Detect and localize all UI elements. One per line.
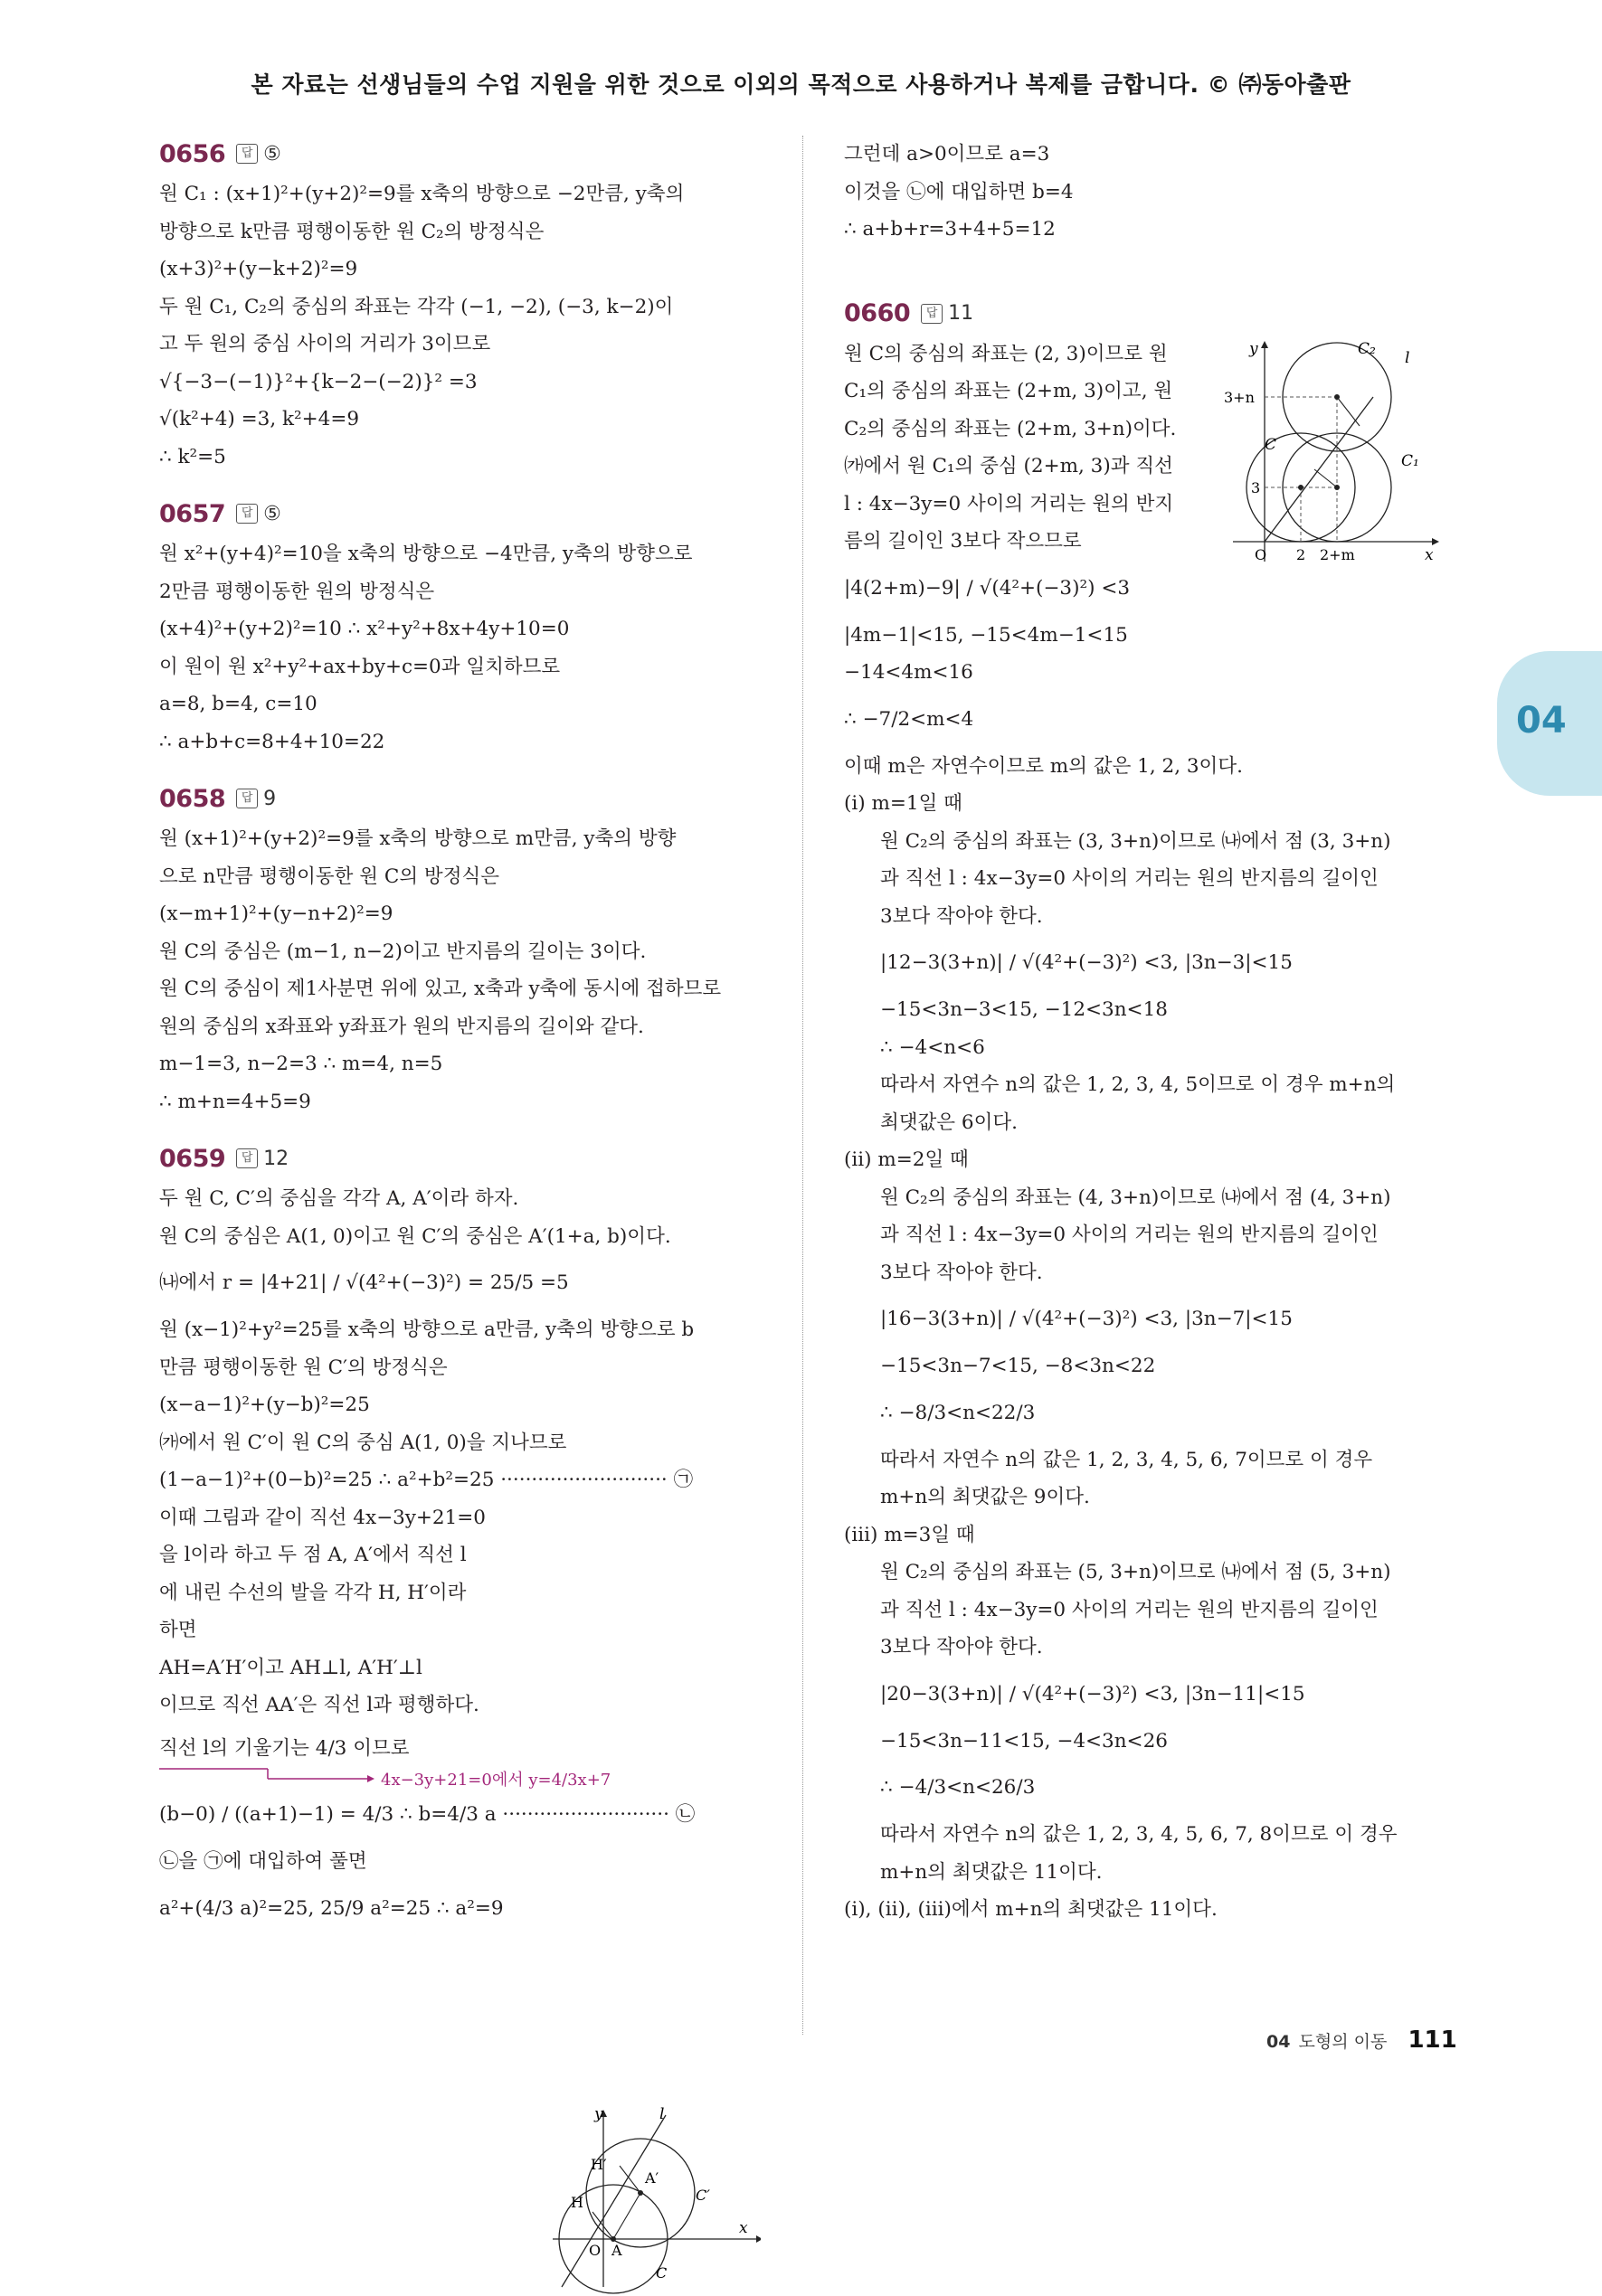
solution-line: ∴ m+n=4+5=9 — [159, 1090, 311, 1113]
solution-line: 원 C의 중심의 좌표는 (2, 3)이므로 원 — [844, 342, 1168, 365]
footer-title: 도형의 이동 — [1298, 2032, 1388, 2052]
solution-line: |20−3(3+n)| / √(4²+(−3)²) <3, |3n−11|<15 — [880, 1682, 1305, 1705]
solution-line: 에 내린 수선의 발을 각각 H, H′이라 — [159, 1581, 467, 1604]
solution-line: (x+3)²+(y−k+2)²=9 — [159, 258, 358, 280]
solution-line: ∴ −8/3<n<22/3 — [880, 1401, 1036, 1424]
slope-line: 직선 l의 기울기는 4/3 이므로 — [159, 1736, 410, 1760]
solution-line: 원 (x−1)²+y²=25를 x축의 방향으로 a만큼, y축의 방향으로 b — [159, 1318, 695, 1341]
line-label-l: l — [659, 2106, 665, 2123]
solution-line: ∴ −7/2<m<4 — [844, 707, 974, 731]
answer-badge: 답 — [236, 789, 258, 808]
solution-line: a²+(4/3 a)²=25, 25/9 a²=25 ∴ a²=9 — [159, 1896, 504, 1920]
answer-value: 11 — [948, 302, 974, 325]
point-label-A-prime: A′ — [645, 2169, 659, 2187]
problem-0656 — [159, 136, 761, 476]
case-heading: (iii) m=3일 때 — [844, 1523, 975, 1546]
solution-line: 이때 m은 자연수이므로 m의 값은 1, 2, 3이다. — [844, 754, 1243, 778]
conclusion: (i), (ii), (iii)에서 m+n의 최댓값은 11이다. — [844, 1898, 1218, 1921]
answer-value: 9 — [263, 787, 277, 810]
point-label-H: H — [571, 2194, 583, 2211]
solution-line: −15<3n−3<15, −12<3n<18 — [880, 998, 1168, 1021]
solution-line: 따라서 자연수 n의 값은 1, 2, 3, 4, 5, 6, 7이므로 이 경우 — [880, 1448, 1373, 1471]
solution-line: 원 C₂의 중심의 좌표는 (3, 3+n)이므로 ㈏에서 점 (3, 3+n) — [880, 829, 1391, 853]
solution-line: −15<3n−7<15, −8<3n<22 — [880, 1355, 1156, 1377]
tick-label-3-plus-n: 3+n — [1224, 388, 1255, 406]
solution-line: 과 직선 l : 4x−3y=0 사이의 거리는 원의 반지름의 길이인 — [880, 867, 1379, 890]
solution-line: 두 원 C₁, C₂의 중심의 좌표는 각각 (−1, −2), (−3, k−2)이 — [159, 295, 674, 318]
slope-annotation — [159, 1767, 761, 1790]
solution-line: ∴ −4/3<n<26/3 — [880, 1776, 1036, 1800]
solution-line: 원 C의 중심은 (m−1, n−2)이고 반지름의 길이는 3이다. — [159, 940, 647, 963]
solution-line: (x+4)²+(y+2)²=10 ∴ x²+y²+8x+4y+10=0 — [159, 618, 570, 640]
axis-label-y: y — [1249, 339, 1258, 358]
case-1 — [844, 785, 1446, 1141]
solution-line: 두 원 C, C′의 중심을 각각 A, A′이라 하자. — [159, 1187, 519, 1210]
line-label-l: l — [1405, 348, 1410, 367]
footer-chapter: 04 — [1266, 2032, 1291, 2052]
distance-inequality: |4(2+m)−9| / √(4²+(−3)²) <3 — [844, 576, 1131, 600]
axis-label-x: x — [1425, 545, 1434, 564]
solution-line: ∴ a+b+c=8+4+10=22 — [159, 730, 385, 753]
right-column — [844, 136, 1446, 1949]
solution-line: 만큼 평행이동한 원 C′의 방정식은 — [159, 1356, 448, 1379]
problem-number: 0656 — [159, 139, 226, 168]
solution-line: 원 C₁ : (x+1)²+(y+2)²=9를 x축의 방향으로 −2만큼, y축의 — [159, 183, 685, 205]
circle-label-C1: C₁ — [1401, 451, 1419, 470]
solution-line: C₂의 중심의 좌표는 (2+m, 3+n)이다. — [844, 417, 1177, 440]
problem-0660 — [844, 296, 1446, 1929]
solution-line: ㈎에서 원 C₁의 중심 (2+m, 3)과 직선 — [844, 455, 1173, 477]
solution-line: AH=A′H′이고 AH⊥l, A′H′⊥l — [159, 1656, 422, 1679]
solution-line: (1−a−1)²+(0−b)²=25 ∴ a²+b²=25 ··························· ㉠ — [159, 1469, 694, 1491]
answer-badge: 답 — [236, 144, 258, 164]
chapter-side-tab-label: 04 — [1516, 700, 1567, 742]
solution-line: 3보다 작아야 한다. — [880, 1636, 1043, 1658]
solution-line: 이 원이 원 x²+y²+ax+by+c=0과 일치하므로 — [159, 655, 561, 678]
case-2 — [844, 1141, 1446, 1516]
circle-figure-0660 — [1224, 335, 1446, 571]
circle-label-C: C — [656, 2264, 668, 2282]
solution-line: 3보다 작아야 한다. — [880, 1261, 1043, 1284]
solution-line: a=8, b=4, c=10 — [159, 693, 318, 715]
case-3 — [844, 1516, 1446, 1892]
solution-line: √{−3−(−1)}²+{k−2−(−2)}² =3 — [159, 370, 478, 393]
axis-label-x: x — [739, 2219, 748, 2237]
solution-line: 원 C의 중심이 제1사분면 위에 있고, x축과 y축에 동시에 접하므로 — [159, 978, 722, 1000]
origin-label: O — [589, 2242, 602, 2259]
solution-line: 따라서 자연수 n의 값은 1, 2, 3, 4, 5, 6, 7, 8이므로 이 경우 — [880, 1823, 1398, 1846]
solution-line: 을 l이라 하고 두 점 A, A′에서 직선 l — [159, 1544, 467, 1566]
solution-line: |4m−1|<15, −15<4m−1<15 — [844, 623, 1128, 647]
solution-line: 원 C₂의 중심의 좌표는 (5, 3+n)이므로 ㈏에서 점 (5, 3+n) — [880, 1561, 1391, 1583]
answer-badge: 답 — [236, 1148, 258, 1168]
point-label-A: A — [611, 2242, 622, 2259]
solution-line: 원 x²+(y+4)²=10을 x축의 방향으로 −4만큼, y축의 방향으로 — [159, 543, 693, 565]
solution-line: C₁의 중심의 좌표는 (2+m, 3)이고, 원 — [844, 380, 1173, 402]
solution-line: ∴ k²=5 — [159, 445, 226, 468]
solution-line: m+n의 최댓값은 11이다. — [880, 1860, 1103, 1884]
answer-value: ⑤ — [263, 502, 281, 525]
problem-0659-continued — [844, 136, 1446, 249]
answer-value: 12 — [263, 1147, 289, 1170]
solution-line: (x−m+1)²+(y−n+2)²=9 — [159, 902, 393, 925]
solution-line: −14<4m<16 — [844, 661, 973, 684]
tick-label-3: 3 — [1251, 478, 1261, 496]
problem-number: 0657 — [159, 499, 226, 528]
solution-line: ∴ a+b+r=3+4+5=12 — [844, 218, 1056, 241]
problem-0658 — [159, 780, 761, 1120]
solution-line: 따라서 자연수 n의 값은 1, 2, 3, 4, 5이므로 이 경우 m+n의 — [880, 1073, 1396, 1096]
solution-line: 원의 중심의 x좌표와 y좌표가 원의 반지름의 길이와 같다. — [159, 1015, 644, 1038]
solution-line: 과 직선 l : 4x−3y=0 사이의 거리는 원의 반지름의 길이인 — [880, 1224, 1379, 1246]
problem-number: 0660 — [844, 299, 911, 327]
solution-line: 고 두 원의 중심 사이의 거리가 3이므로 — [159, 333, 491, 355]
solution-line: m−1=3, n−2=3 ∴ m=4, n=5 — [159, 1053, 443, 1075]
solution-line: 그런데 a>0이므로 a=3 — [844, 143, 1050, 165]
circle-label-C-prime: C′ — [696, 2187, 710, 2204]
solution-line: 2만큼 평행이동한 원의 방정식은 — [159, 580, 435, 603]
case-heading: (ii) m=2일 때 — [844, 1148, 969, 1171]
solution-line: |12−3(3+n)| / √(4²+(−3)²) <3, |3n−3|<15 — [880, 951, 1293, 975]
ratio-equation: (b−0) / ((a+1)−1) = 4/3 ∴ b=4/3 a ··························· ㉡ — [159, 1803, 696, 1827]
solution-line: 이므로 직선 AA′은 직선 l과 평행하다. — [159, 1694, 479, 1716]
page-number: 111 — [1408, 2027, 1457, 2054]
solution-line: |16−3(3+n)| / √(4²+(−3)²) <3, |3n−7|<15 — [880, 1308, 1293, 1331]
solution-line: 름의 길이인 3보다 작으므로 — [844, 530, 1082, 553]
page-footer — [1266, 2027, 1457, 2054]
answer-value: ⑤ — [263, 142, 281, 165]
solution-line: ㉡을 ㉠에 대입하여 풀면 — [159, 1850, 367, 1873]
axis-label-y: y — [594, 2106, 603, 2123]
problem-0659 — [159, 1140, 761, 2282]
solution-line: ∴ −4<n<6 — [880, 1035, 985, 1059]
left-column — [159, 136, 761, 2282]
copyright-notice: 본 자료는 선생님들의 수업 지원을 위한 것으로 이외의 목적으로 사용하거나 복제를 금합니다. © ㈜동아출판 — [251, 71, 1351, 98]
circle-label-C2: C₂ — [1358, 339, 1376, 358]
solution-line: 으로 n만큼 평행이동한 원 C의 방정식은 — [159, 865, 500, 888]
solution-line: 방향으로 k만큼 평행이동한 원 C₂의 방정식은 — [159, 220, 545, 243]
solution-line: 과 직선 l : 4x−3y=0 사이의 거리는 원의 반지름의 길이인 — [880, 1598, 1379, 1621]
tick-label-2-plus-m: 2+m — [1320, 545, 1355, 563]
tick-label-2: 2 — [1296, 545, 1306, 563]
point-label-H-prime: H′ — [591, 2156, 607, 2173]
solution-line: 원 C₂의 중심의 좌표는 (4, 3+n)이므로 ㈏에서 점 (4, 3+n) — [880, 1186, 1391, 1209]
radius-equation: ㈏에서 r = |4+21| / √(4²+(−3)²) = 25/5 =5 — [159, 1271, 569, 1295]
problem-number: 0658 — [159, 784, 226, 813]
solution-line: 이것을 ㉡에 대입하면 b=4 — [844, 180, 1074, 203]
slope-note: 4x−3y+21=0에서 y=4/3x+7 — [381, 1771, 611, 1790]
solution-line: √(k²+4) =3, k²+4=9 — [159, 408, 360, 430]
circle-figure-0659 — [544, 2106, 761, 2296]
annotation-arrow-icon — [159, 1767, 376, 1787]
answer-badge: 답 — [236, 504, 258, 524]
problem-number: 0659 — [159, 1144, 226, 1173]
solution-line: 하면 — [159, 1619, 197, 1641]
solution-line: 3보다 작아야 한다. — [880, 904, 1043, 928]
solution-line: (x−a−1)²+(y−b)²=25 — [159, 1394, 370, 1416]
column-divider — [802, 136, 803, 2035]
solution-line: −15<3n−11<15, −4<3n<26 — [880, 1729, 1168, 1753]
case-heading: (i) m=1일 때 — [844, 792, 962, 815]
solution-line: 원 C의 중심은 A(1, 0)이고 원 C′의 중심은 A′(1+a, b)이다. — [159, 1224, 671, 1248]
circle-label-C: C — [1265, 435, 1277, 454]
solution-line: ㈎에서 원 C′이 원 C의 중심 A(1, 0)을 지나므로 — [159, 1431, 567, 1454]
solution-line: l : 4x−3y=0 사이의 거리는 원의 반지 — [844, 492, 1174, 515]
solution-line: m+n의 최댓값은 9이다. — [880, 1486, 1090, 1508]
solution-line: 원 (x+1)²+(y+2)²=9를 x축의 방향으로 m만큼, y축의 방향 — [159, 827, 677, 850]
solution-line: 최댓값은 6이다. — [880, 1110, 1018, 1134]
origin-label: O — [1255, 545, 1267, 563]
answer-badge: 답 — [921, 304, 943, 324]
problem-0657 — [159, 496, 761, 761]
solution-line: 이때 그림과 같이 직선 4x−3y+21=0 — [159, 1506, 486, 1529]
